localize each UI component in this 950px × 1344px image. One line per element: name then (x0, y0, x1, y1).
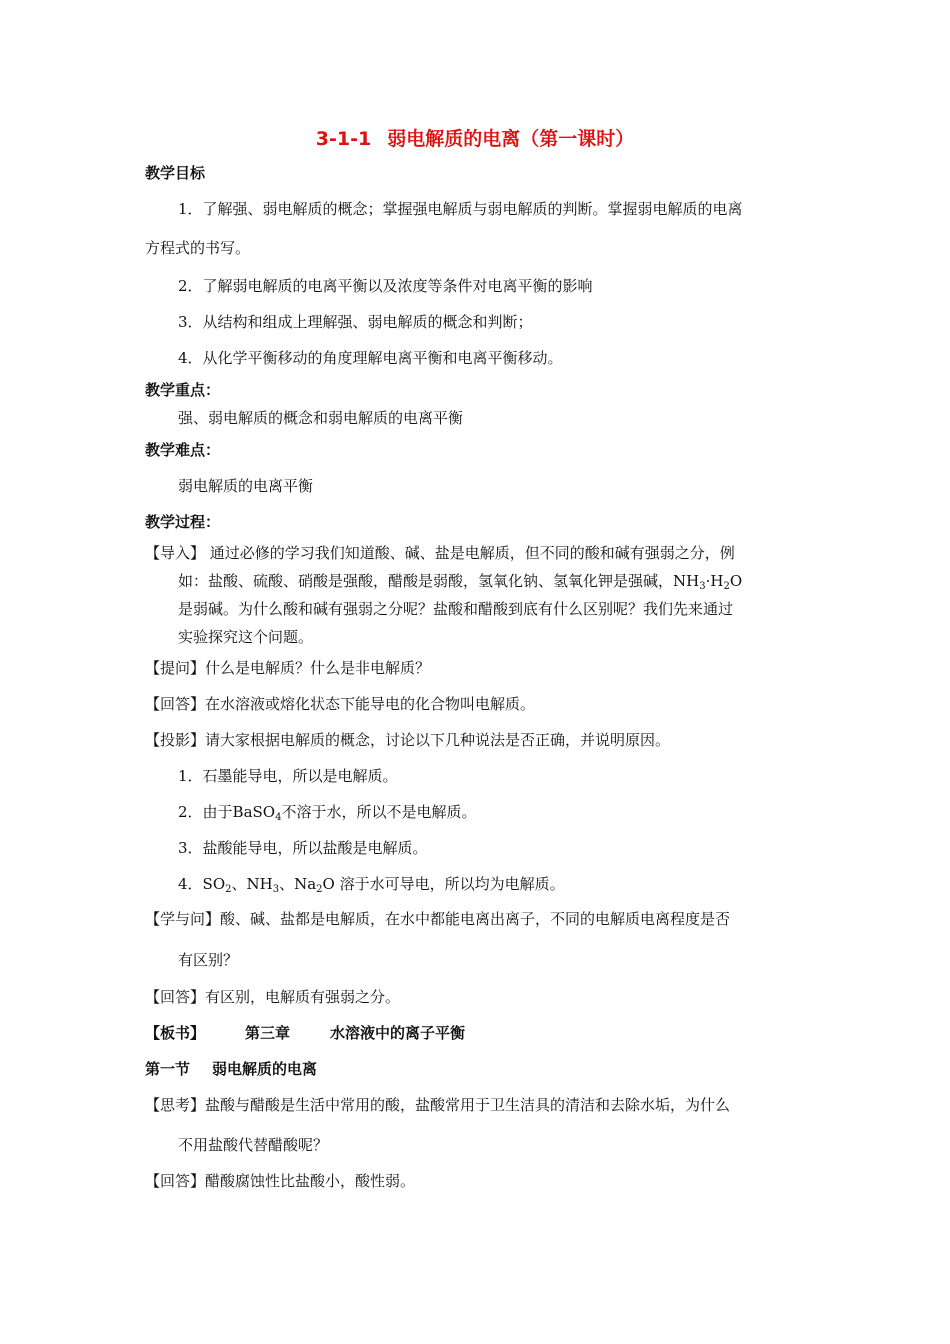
answer-tag: 【回答】 (145, 988, 206, 1006)
difficulties-text: 弱电解质的电离平衡 (178, 477, 314, 495)
projection-text: 请大家根据电解质的概念，讨论以下几种说法是否正确，并说明原因。 (205, 731, 671, 749)
item-text: 、NH (231, 875, 273, 893)
difficulties-heading: 教学难点： (145, 441, 221, 459)
answer-text: 在水溶液或熔化状态下能导电的化合物叫电解质。 (205, 695, 536, 713)
item-text: 2．由于BaSO (178, 803, 276, 821)
projection-item-1: 1．石墨能导电，所以是电解质。 (178, 767, 398, 785)
board-chapter-title: 水溶液中的离子平衡 (330, 1024, 466, 1042)
board-chapter: 第三章 (245, 1024, 291, 1042)
objective-item: 1．了解强、弱电解质的概念；掌握强电解质与弱电解质的判断。掌握弱电解质的电离 (178, 200, 743, 218)
think-line-1 (145, 1095, 730, 1115)
study-tag: 【学与问】 (145, 910, 221, 928)
item-text: 、Na (279, 875, 317, 893)
objectives-heading: 教学目标 (145, 164, 206, 182)
title-code: 3-1-1 (315, 128, 372, 150)
think-line-2: 不用盐酸代替醋酸呢？ (178, 1136, 329, 1154)
intro-text-2b: ·H (705, 572, 724, 590)
subscript: 2 (316, 884, 323, 895)
title-text: 弱电解质的电离（第一课时） (387, 128, 635, 150)
answer-text: 醋酸腐蚀性比盐酸小，酸性弱。 (205, 1172, 416, 1190)
study-line-2: 有区别？ (178, 951, 239, 969)
objective-item: 3．从结构和组成上理解强、弱电解质的概念和判断； (178, 313, 533, 331)
intro-tag: 【导入】 (145, 544, 206, 562)
answer-text: 有区别，电解质有强弱之分。 (205, 988, 401, 1006)
item-text: 4．SO (178, 875, 226, 893)
answer-tag: 【回答】 (145, 695, 206, 713)
think-tag: 【思考】 (145, 1096, 206, 1114)
process-heading: 教学过程： (145, 513, 221, 531)
question-1 (145, 658, 430, 678)
projection (145, 730, 670, 750)
section-title: 弱电解质的电离 (212, 1060, 318, 1078)
objective-item: 2．了解弱电解质的电离平衡以及浓度等条件对电离平衡的影响 (178, 277, 593, 295)
subscript: 2 (723, 581, 730, 592)
answer-1 (145, 694, 535, 714)
page-title (0, 124, 950, 151)
projection-item-2 (178, 802, 476, 828)
intro-line-1 (145, 543, 735, 563)
subscript: 2 (225, 884, 232, 895)
intro-text-2: 如：盐酸、硫酸、硝酸是强酸，醋酸是弱酸，氢氧化钠、氢氧化钾是强碱，NH (178, 572, 700, 590)
section-label: 第一节 (145, 1060, 191, 1078)
projection-item-3: 3．盐酸能导电，所以盐酸是电解质。 (178, 839, 428, 857)
think-text: 盐酸与醋酸是生活中常用的酸，盐酸常用于卫生洁具的清洁和去除水垢，为什么 (205, 1096, 731, 1114)
answer-tag: 【回答】 (145, 1172, 206, 1190)
answer-3 (145, 1171, 415, 1191)
question-tag: 【提问】 (145, 659, 206, 677)
study-line-1 (145, 909, 730, 929)
intro-text-2c: O (729, 572, 743, 590)
intro-text-1: 通过必修的学习我们知道酸、碱、盐是电解质，但不同的酸和碱有强弱之分，例 (209, 544, 735, 562)
study-text: 酸、碱、盐都是电解质，在水中都能电离出离子，不同的电解质电离程度是否 (220, 910, 731, 928)
question-text: 什么是电解质？什么是非电解质？ (205, 659, 431, 677)
answer-2 (145, 987, 400, 1007)
item-text: 不溶于水，所以不是电解质。 (281, 803, 477, 821)
key-points-heading: 教学重点： (145, 381, 221, 399)
intro-line-2 (178, 571, 742, 597)
projection-tag: 【投影】 (145, 731, 206, 749)
subscript: 4 (275, 812, 282, 823)
projection-item-4 (178, 874, 565, 900)
objective-item: 4．从化学平衡移动的角度理解电离平衡和电离平衡移动。 (178, 349, 563, 367)
subscript: 3 (272, 884, 280, 895)
item-text: O 溶于水可导电，所以均为电解质。 (322, 875, 565, 893)
intro-line-3: 是弱碱。为什么酸和碱有强弱之分呢？盐酸和醋酸到底有什么区别呢？我们先来通过 (178, 600, 734, 618)
intro-line-4: 实验探究这个问题。 (178, 628, 314, 646)
subscript: 3 (699, 581, 706, 592)
board-tag: 【板书】 (145, 1024, 206, 1042)
objective-item: 方程式的书写。 (145, 239, 251, 257)
key-points-text: 强、弱电解质的概念和弱电解质的电离平衡 (178, 409, 464, 427)
